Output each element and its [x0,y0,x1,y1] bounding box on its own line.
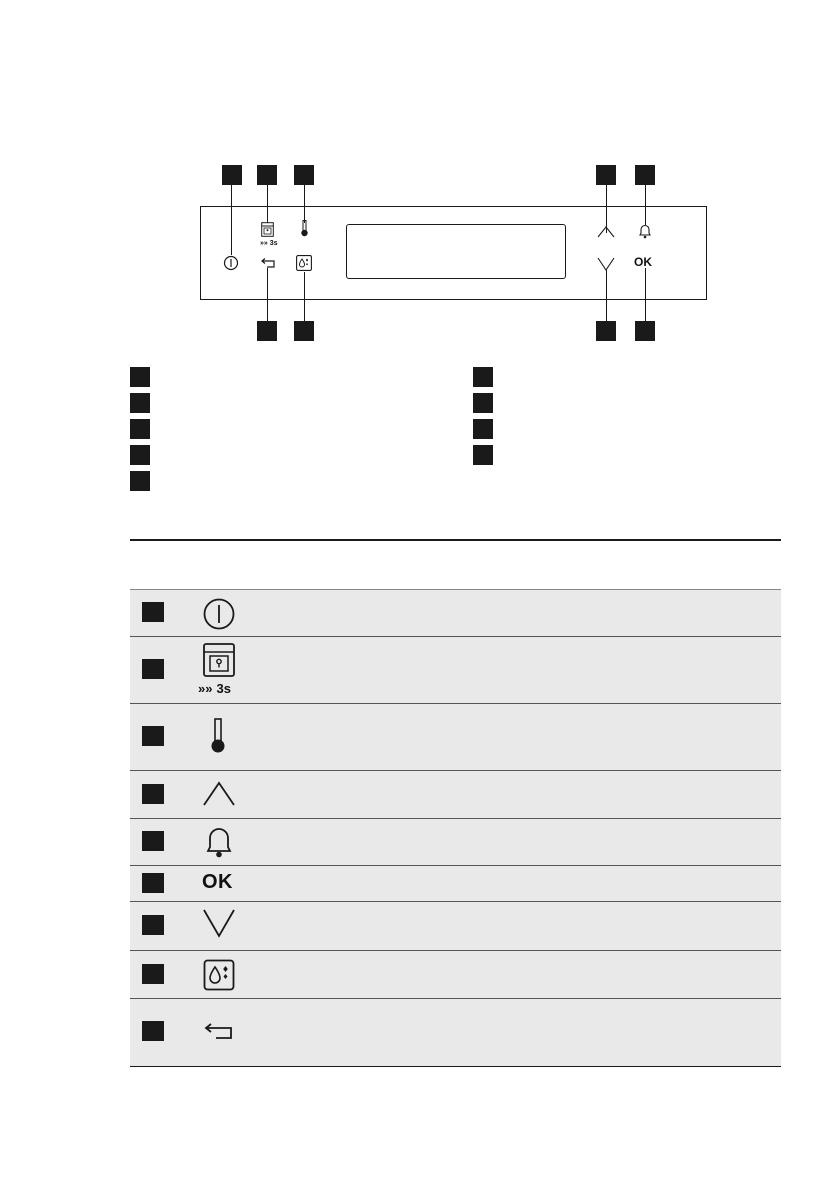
table-row [130,999,781,1066]
up-arrow-icon [202,781,236,812]
callout-marker [596,321,616,341]
table-row [130,819,781,866]
callout-marker [257,165,277,185]
panel-display [346,224,566,279]
table-row [130,902,781,951]
steam-icon [203,959,235,996]
row-marker [142,873,164,893]
steam-icon[interactable] [296,255,312,271]
row-marker [142,1021,164,1041]
row-marker [142,964,164,984]
legend-marker [130,419,150,439]
legend-marker [130,471,150,491]
thermometer-icon[interactable] [300,220,309,237]
table-header [130,541,781,590]
callout-marker [596,165,616,185]
door-lock-icon [202,643,236,682]
row-marker [142,602,164,622]
table-row [130,590,781,637]
down-arrow-icon [202,908,236,943]
row-marker [142,831,164,851]
table-row [130,866,781,902]
legend-marker [473,445,493,465]
callout-marker [635,321,655,341]
controls-table [130,539,781,1067]
leader-line [231,185,232,255]
leader-line [304,272,305,321]
legend-marker [130,445,150,465]
callout-marker [294,321,314,341]
hold-3s-label: »» 3s [198,681,231,696]
leader-line [267,268,268,321]
bell-icon[interactable] [637,223,653,239]
leader-line [304,185,305,223]
up-arrow-icon[interactable] [597,226,615,238]
callout-marker [222,165,242,185]
row-marker [142,784,164,804]
legend-marker [473,393,493,413]
back-icon [202,1023,236,1046]
leader-line [606,270,607,321]
back-icon[interactable] [259,258,277,270]
leader-line [645,185,646,225]
legend-marker [473,367,493,387]
door-lock-icon[interactable] [261,222,274,237]
power-icon [202,597,236,636]
table-row [130,951,781,999]
callout-marker [257,321,277,341]
table-row [130,771,781,819]
leader-line [267,185,268,223]
down-arrow-icon[interactable] [597,257,615,271]
table-row [130,704,781,771]
row-marker [142,659,164,679]
leader-line [645,268,646,321]
callout-marker [294,165,314,185]
row-marker [142,726,164,746]
row-marker [142,915,164,935]
legend-marker [130,393,150,413]
bell-icon [203,825,235,864]
ok-button[interactable]: OK [634,255,652,269]
legend-marker [473,419,493,439]
callout-marker [635,165,655,185]
ok-text: OK [202,871,233,893]
hold-3s-label: »» 3s [260,240,278,247]
legend-marker [130,367,150,387]
power-icon[interactable] [223,255,239,271]
thermometer-icon [210,718,226,759]
table-row [130,637,781,704]
